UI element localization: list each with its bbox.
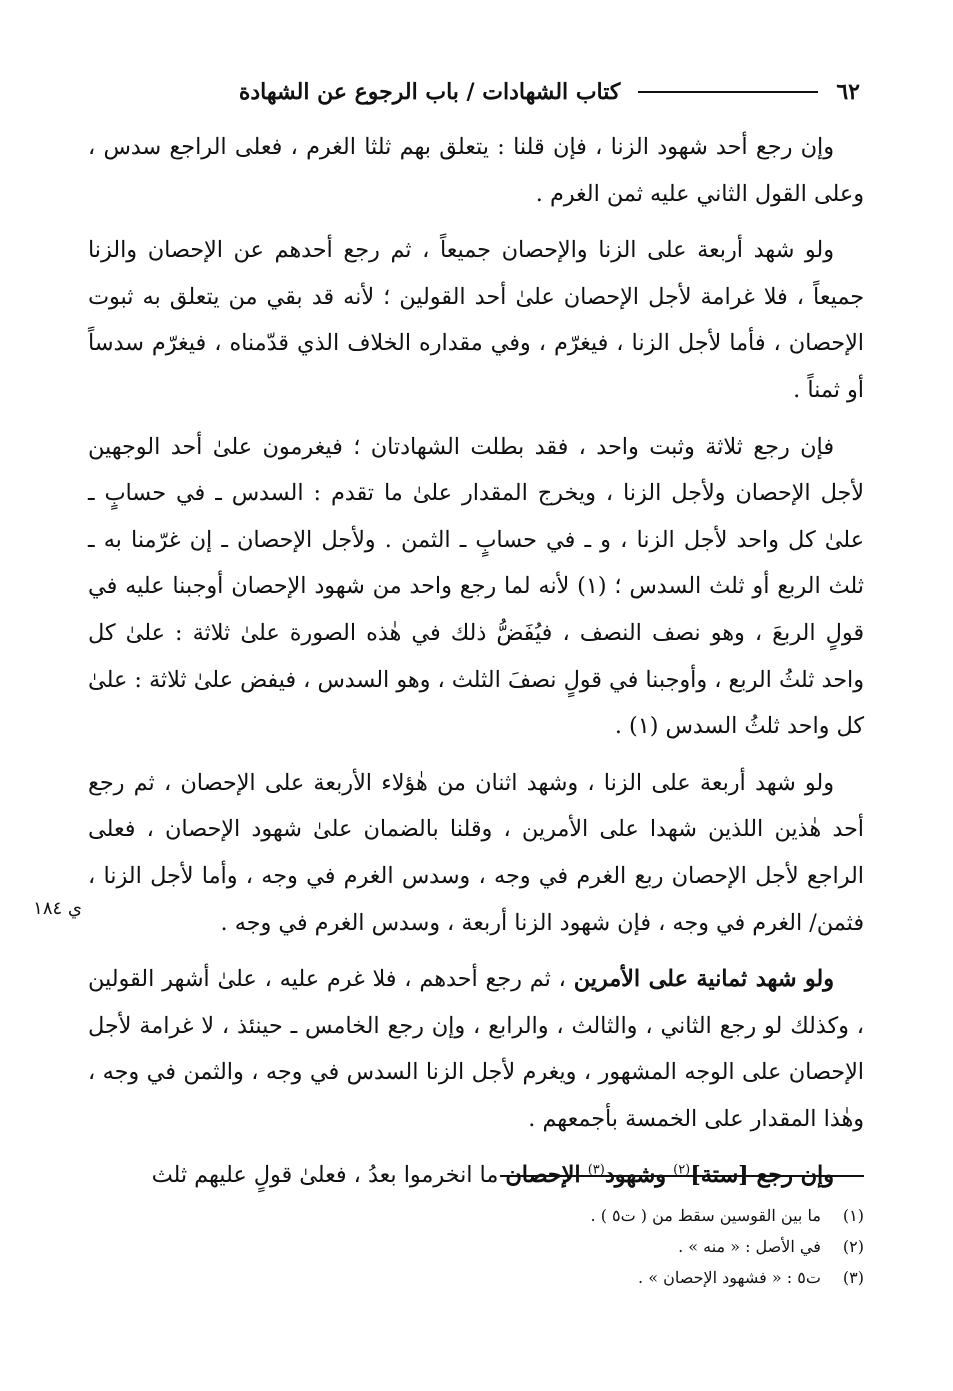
paragraph-text: ولو شهد أربعة على الزنا ، وشهد اثنان من هٰؤلاء الأربعة على الإحصان ، ثم رجع أحد هٰذين اللذين شهدا على الأمرين ، وقلنا بالضمان علىٰ شهود الإحصان ، فعلى الراجع لأجل الإحصان ربع الغرم في وجه ، وسدس الغرم في وجه ، وأما لأجل الزنا ، فثمن/ الغرم في وجه ، فإن شهود الزنا أربعة ، وسدس الغرم في وجه . [88,769,864,936]
footnote-1 [420,1200,864,1231]
page-number: ٦٢ [836,79,860,105]
footnote-number: (٢) [842,1237,864,1256]
footnote-3 [420,1262,864,1293]
page-header [92,72,860,112]
paragraph-text: ولو شهد أربعة على الزنا والإحصان جميعاً ، ثم رجع أحدهم عن الإحصان والزنا جميعاً ، فلا غرامة لأجل الإحصان علىٰ أحد القولين ؛ لأنه قد بقي من يتعلق به ثبوت الإحصان ، فأما لأجل الزنا ، فيغرّم ، وفي مقداره الخلاف الذي قدّمناه ، فيغرّم سدساً أو ثمناً . [88,237,864,403]
footnote-text: ما بين القوسين سقط من ( ت٥ ) . [590,1206,821,1225]
paragraph-text: فإن رجع ثلاثة وثبت واحد ، فقد بطلت الشهادتان ؛ فيغرمون علىٰ أحد الوجهين لأجل الإحصان ولأجل الزنا ، ويخرج المقدار علىٰ ما تقدم : السدس ـ في حسابٍ ـ علىٰ كل واحد لأجل الزنا ، و ـ في حسابٍ ـ الثمن . ولأجل الإحصان ـ إن غرّمنا به ـ ثلث الربع أو ثلث السدس ؛ (١) لأنه لما رجع واحد من شهود الإحصان أوجبنا عليه في قولٍ الربعَ ، وهو نصف النصف ، فيُفَضُّ ذلك في هٰذه الصورة علىٰ ثلاثة : علىٰ كل واحد ثلثُ الربع ، وأوجبنا في قولٍ نصفَ الثلث ، وهو السدس ، فيفض علىٰ ثلاثة : علىٰ كل واحد ثلثُ السدس (١) . [88,433,865,740]
paragraph-text: وإن رجع أحد شهود الزنا ، فإن قلنا : يتعلق بهم ثلثا الغرم ، فعلى الراجع سدس ، وعلى القول الثاني عليه ثمن الغرم . [88,134,864,207]
paragraph-text: ما انخرموا بعدُ ، فعلىٰ قولٍ عليهم ثلث [151,1162,499,1189]
paragraph-bold-lead: ولو شهد ثمانية على الأمرين [573,966,834,993]
paragraph-1 [88,124,864,217]
footnote-number: (١) [842,1206,864,1225]
footnote-2 [420,1231,864,1262]
footnote-text: ت٥ : « فشهود الإحصان » . [638,1268,821,1287]
paragraph-2 [88,227,864,413]
paragraph-bold-lead: وإن رجع [ستة] [690,1162,834,1189]
paragraph-bold-mid2: الإحصان [505,1162,581,1189]
footnote-text: في الأصل : « منه » . [678,1237,821,1256]
footnote-ref-2[interactable]: (٢) [673,1163,691,1179]
margin-page-reference: ي ١٨٤ [33,898,82,919]
paragraph-bold-mid: وشهود [604,1162,667,1189]
footnote-separator [500,1175,864,1177]
paragraph-4 [88,760,864,946]
running-title: كتاب الشهادات / باب الرجوع عن الشهادة [238,79,621,105]
paragraph-5 [88,956,864,1142]
footnotes [420,1200,864,1293]
paragraph-3 [88,424,864,750]
footnote-number: (٣) [842,1268,864,1287]
header-rule [638,91,818,93]
main-text [88,124,864,1209]
footnote-ref-3[interactable]: (٣) [587,1163,605,1179]
paragraph-text: ، ثم رجع أحدهم ، فلا غرم عليه ، علىٰ أشهر القولين ، وكذلك لو رجع الثاني ، والثالث ، والرابع ، وإن رجع الخامس ـ حينئذ ، لا غرامة لأجل الإحصان على الوجه المشهور ، ويغرم لأجل الزنا السدس في وجه ، والثمن في وجه ، وهٰذا المقدار على الخمسة بأجمعهم . [88,966,864,1132]
